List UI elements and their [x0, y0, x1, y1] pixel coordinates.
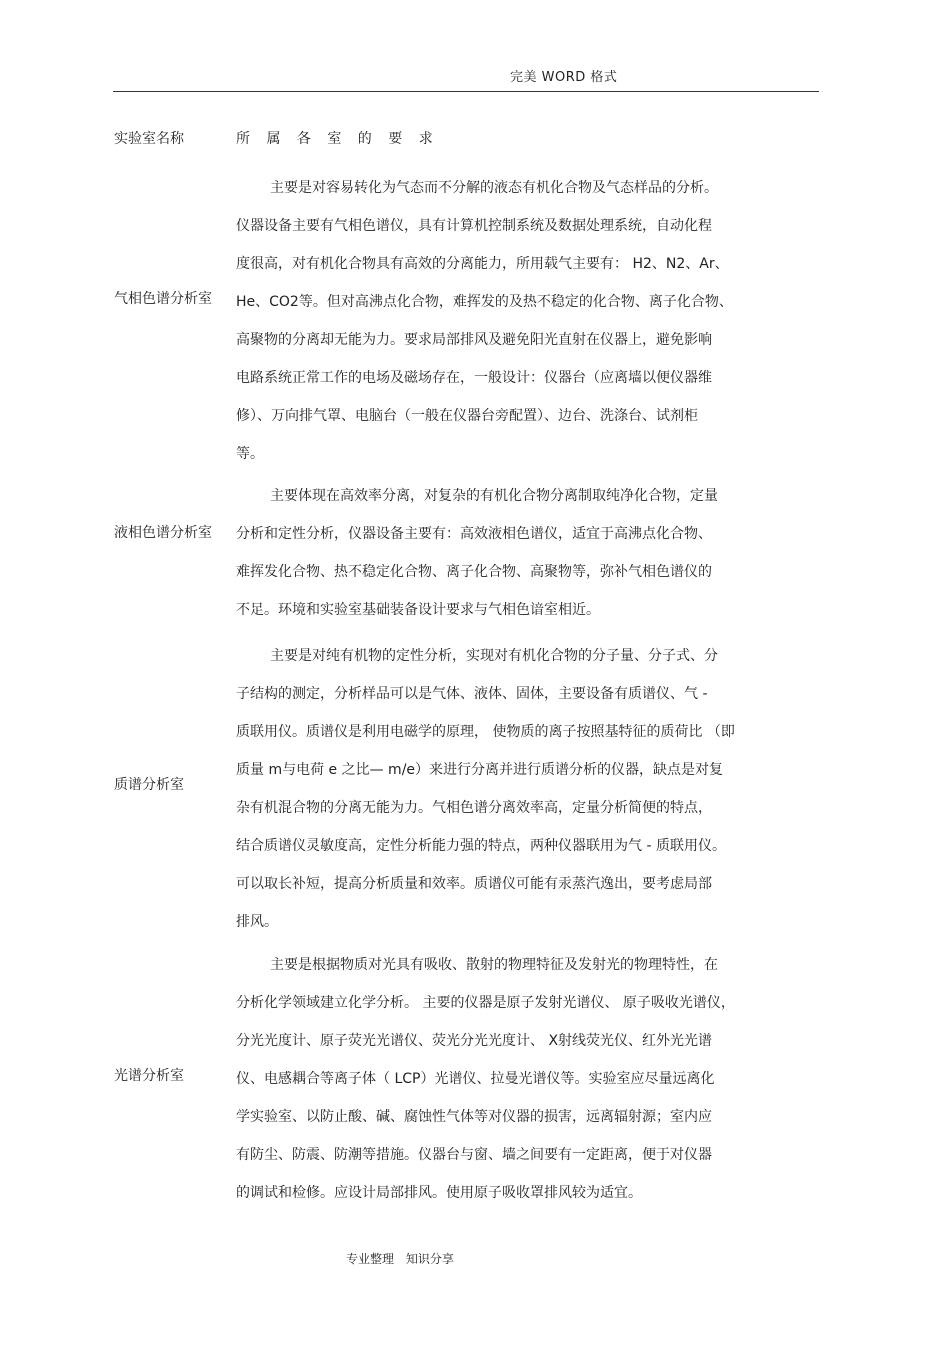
description-line: 子结构的测定，分析样品可以是气体、液体、固体，主要设备有质谱仪、气 -: [236, 686, 708, 702]
description-line: 高聚物的分离却无能为力。要求局部排风及避免阳光直射在仪器上，避免影响: [236, 332, 712, 348]
description-line: 可以取长补短，提高分析质量和效率。质谱仪可能有汞蒸汽逸出，要考虑局部: [236, 876, 712, 892]
header-title: 完美 WORD 格式: [510, 70, 618, 85]
description-line: 分析化学领域建立化学分析。 主要的仪器是原子发射光谱仪、 原子吸收光谱仪，: [236, 995, 735, 1011]
description-line: 不足。环境和实验室基础装备设计要求与气相色谙室相近。: [236, 602, 600, 618]
column-header-room-name: 实验室名称: [114, 131, 184, 147]
room-name-liquid-chromatography: [114, 515, 224, 552]
description-line: 质联用仪。质谱仪是利用电磁学的原理， 使物质的离子按照基特征的质荷比 （即: [236, 724, 735, 740]
room-name-spectroscopy: [114, 1058, 224, 1095]
header-divider: [113, 91, 819, 92]
description-line: 电路系统正常工作的电场及磁场存在，一般设计：仪器台（应离墙以便仪器维: [236, 370, 712, 386]
room-name-gas-chromatography: [114, 281, 224, 318]
room-description-gas-chromatography: [236, 177, 816, 481]
description-line: 修）、万向排气罩、电脑台（一般在仪器台旁配置）、边台、洗涤台、试剂柜: [236, 408, 698, 424]
description-line: 排风。: [236, 914, 278, 930]
description-line: 主要体现在高效率分离，对复杂的有机化合物分离制取纯净化合物，定量: [270, 488, 718, 504]
description-line: 度很高，对有机化合物具有高效的分离能力，所用载气主要有： H2、N2、Ar、: [236, 256, 729, 272]
description-line: 等。: [236, 446, 264, 462]
description-line: 分光光度计、原子荧光光谱仪、荧光分光光度计、 X射线荧光仪、红外光光谱: [236, 1033, 713, 1049]
description-line: 质量 m与电荷 e 之比— m/e）来进行分离并进行质谱分析的仪器，缺点是对复: [236, 762, 724, 778]
description-line: 有防尘、防震、防潮等措施。仪器台与窗、墙之间要有一定距离，便于对仪器: [236, 1147, 712, 1163]
description-line: 的调试和检修。应设计局部排风。使用原子吸收罩排风较为适宜。: [236, 1185, 642, 1201]
column-header-requirements: 所 属 各 室 的 要 求: [236, 131, 439, 147]
description-line: 学实验室、以防止酸、碱、腐蚀性气体等对仪器的损害，远离辐射源；室内应: [236, 1109, 712, 1125]
page-footer: 专业整理 知识分享: [346, 1252, 454, 1266]
room-description-liquid-chromatography: [236, 485, 816, 637]
room-name-line: 光谱分析室: [114, 1068, 184, 1084]
description-line: 主要是对容易转化为气态而不分解的液态有机化合物及气态样品的分析。: [270, 180, 718, 196]
description-line: 主要是根据物质对光具有吸收、散射的物理特征及发射光的物理特性，在: [270, 957, 718, 973]
description-line: 杂有机混合物的分离无能为力。气相色谱分离效率高，定量分析简便的特点，: [236, 800, 712, 816]
room-name-line: 液相色谱分析室: [114, 525, 212, 541]
description-line: 难挥发化合物、热不稳定化合物、离子化合物、高聚物等，弥补气相色谱仪的: [236, 564, 712, 580]
description-line: 分析和定性分析，仪器设备主要有：高效液相色谱仪，适宜于高沸点化合物、: [236, 526, 712, 542]
description-line: 仪、电感耦合等离子体（ LCP）光谱仪、拉曼光谱仪等。实验室应尽量远离化: [236, 1071, 715, 1087]
description-line: 主要是对纯有机物的定性分析，实现对有机化合物的分子量、分子式、分: [270, 648, 718, 664]
room-name-mass-spectrometry: [114, 767, 224, 804]
description-line: 结合质谱仪灵敏度高，定性分析能力强的特点，两种仪器联用为气 - 质联用仪。: [236, 838, 726, 854]
room-name-line: 气相色谱分析室: [114, 291, 212, 307]
description-line: He、CO2等。但对高沸点化合物，难挥发的及热不稳定的化合物、离子化合物、: [236, 294, 733, 310]
room-description-mass-spectrometry: [236, 645, 816, 949]
description-line: 仪器设备主要有气相色谱仪，具有计算机控制系统及数据处理系统，自动化程: [236, 218, 712, 234]
room-name-line: 质谱分析室: [114, 777, 184, 793]
room-description-spectroscopy: [236, 954, 816, 1220]
